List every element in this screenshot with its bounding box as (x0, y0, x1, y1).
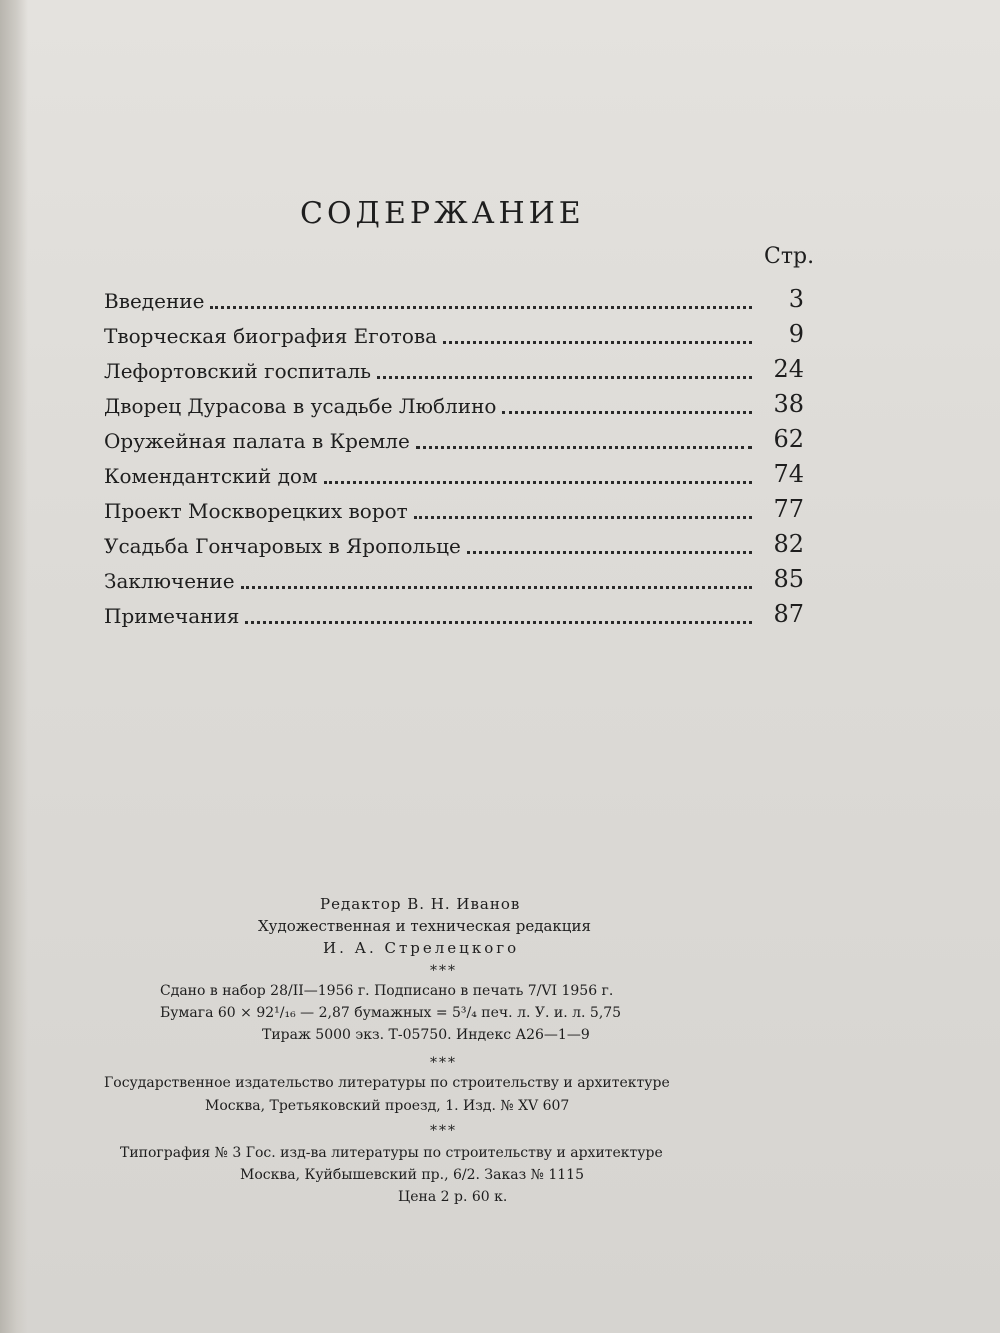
toc-entry-label: Лефортовский госпиталь (104, 359, 372, 383)
toc-leader-dots (245, 601, 752, 624)
imprint-typeset-dates: Сдано в набор 28/II—1956 г. Подписано в печать 7/VI 1956 г. (160, 983, 614, 999)
toc-leader-dots (377, 356, 752, 379)
imprint-separator: *** (430, 1123, 457, 1139)
imprint-paper-format: Бумага 60 × 92¹/₁₆ — 2,87 бумажных = 5³/₄ печ. л. У. и. л. 5,75 (160, 1005, 622, 1021)
imprint-separator: *** (430, 1055, 457, 1071)
imprint-separator: *** (430, 963, 457, 979)
toc-entry-page: 38 (773, 390, 804, 418)
imprint-art-editor-name: И. А. Стрелецкого (323, 939, 520, 957)
toc-entry-label: Творческая биография Еготова (104, 324, 438, 348)
imprint-editor: Редактор В. Н. Иванов (320, 895, 521, 913)
toc-title: СОДЕРЖАНИЕ (300, 196, 585, 231)
toc-list (104, 278, 804, 628)
toc-entry (104, 558, 804, 593)
toc-entry (104, 278, 804, 313)
toc-leader-dots (414, 496, 752, 519)
toc-entry-label: Заключение (104, 569, 235, 593)
toc-entry (104, 593, 804, 628)
imprint-printer-address: Москва, Куйбышевский пр., 6/2. Заказ № 1115 (240, 1167, 584, 1183)
imprint-art-editor-label: Художественная и техническая редакция (258, 917, 591, 935)
toc-entry-page: 3 (788, 285, 804, 313)
imprint-print-run: Тираж 5000 экз. Т-05750. Индекс А26—1—9 (262, 1027, 590, 1043)
toc-entry-page: 74 (773, 460, 804, 488)
toc-entry-page: 62 (773, 425, 804, 453)
toc-entry-page: 24 (773, 355, 804, 383)
page-column-header: Стр. (764, 244, 815, 269)
toc-entry-label: Дворец Дурасова в усадьбе Люблино (104, 394, 497, 418)
toc-entry-label: Оружейная палата в Кремле (104, 429, 410, 453)
toc-entry (104, 418, 804, 453)
toc-entry (104, 488, 804, 523)
imprint-publisher-name: Государственное издательство литературы по строительству и архитектуре (104, 1075, 670, 1091)
toc-entry-page: 87 (773, 600, 804, 628)
toc-entry (104, 453, 804, 488)
imprint-price: Цена 2 р. 60 к. (398, 1189, 508, 1205)
toc-entry-label: Примечания (104, 604, 240, 628)
toc-entry (104, 523, 804, 558)
imprint-printer-name: Типография № 3 Гос. изд-ва литературы по строительству и архитектуре (120, 1145, 663, 1161)
toc-entry-label: Усадьба Гончаровых в Яропольце (104, 534, 461, 558)
toc-leader-dots (416, 426, 752, 449)
toc-entry-label: Введение (104, 289, 205, 313)
toc-leader-dots (502, 391, 752, 414)
toc-entry-page: 9 (788, 320, 804, 348)
toc-entry-page: 77 (773, 495, 804, 523)
toc-leader-dots (241, 566, 752, 589)
toc-entry-label: Комендантский дом (104, 464, 318, 488)
toc-entry (104, 313, 804, 348)
imprint-publisher-address: Москва, Третьяковский проезд, 1. Изд. № XV 607 (205, 1098, 570, 1114)
toc-leader-dots (443, 321, 752, 344)
toc-entry (104, 383, 804, 418)
toc-leader-dots (324, 461, 752, 484)
toc-leader-dots (210, 286, 752, 309)
toc-leader-dots (467, 531, 752, 554)
toc-entry-label: Проект Москворецких ворот (104, 499, 408, 523)
toc-entry (104, 348, 804, 383)
toc-entry-page: 82 (773, 530, 804, 558)
page-binding-edge (0, 0, 28, 1333)
toc-entry-page: 85 (773, 565, 804, 593)
